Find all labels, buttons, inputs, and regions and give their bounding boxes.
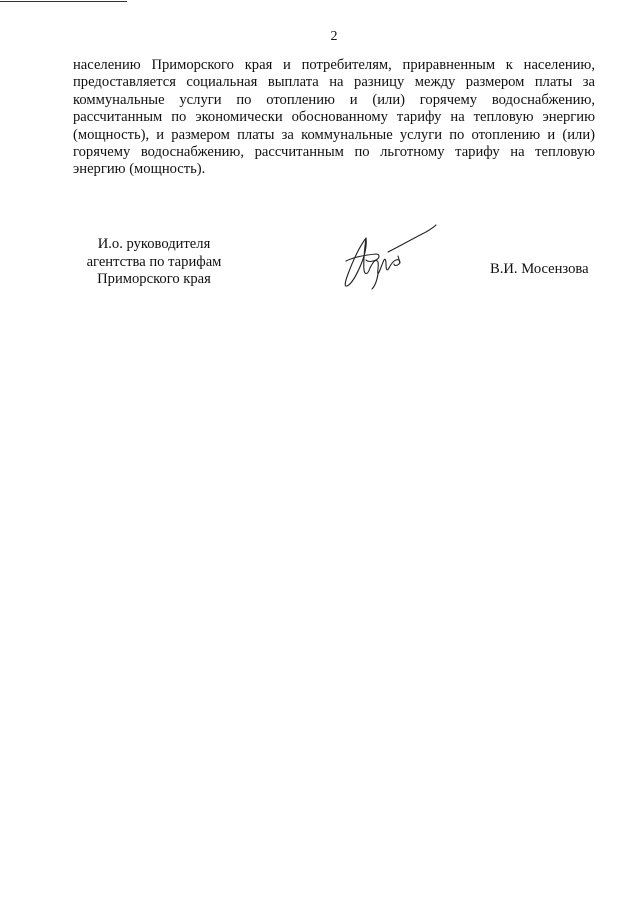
signer-position-line: Приморского края <box>97 271 211 287</box>
handwritten-signature <box>336 216 442 296</box>
paragraph-line: коммунальные услуги по отоплению и (или) горячему водоснабжению, <box>73 91 595 108</box>
paragraph-line: энергию (мощность). <box>73 161 206 178</box>
signer-name: В.И. Мосензова <box>490 261 589 277</box>
page-number: 2 <box>330 29 338 44</box>
signature-stroke <box>389 260 400 268</box>
signer-position <box>74 236 234 289</box>
signature-stroke <box>388 225 436 252</box>
paragraph-line: населению Приморского края и потребителям, приравненным к населению, <box>73 57 595 73</box>
paragraph-line: предоставляется социальная выплата на разницу между размером платы за <box>73 74 595 91</box>
header-margin-rule <box>0 1 127 2</box>
signature-stroke <box>372 274 378 289</box>
paragraph-line: (мощность), и размером платы за коммунальные услуги по отоплению и (или) <box>73 126 595 143</box>
body-paragraph <box>73 57 595 179</box>
signer-position-line: И.о. руководителя <box>97 236 211 252</box>
paragraph-line: рассчитанным по экономически обоснованному тарифу на тепловую энергию <box>73 109 595 126</box>
signer-position-line: агентства по тарифам <box>86 253 222 270</box>
paragraph-line: горячему водоснабжению, рассчитанным по льготному тарифу на тепловую <box>73 144 595 161</box>
signature-stroke <box>345 238 370 286</box>
